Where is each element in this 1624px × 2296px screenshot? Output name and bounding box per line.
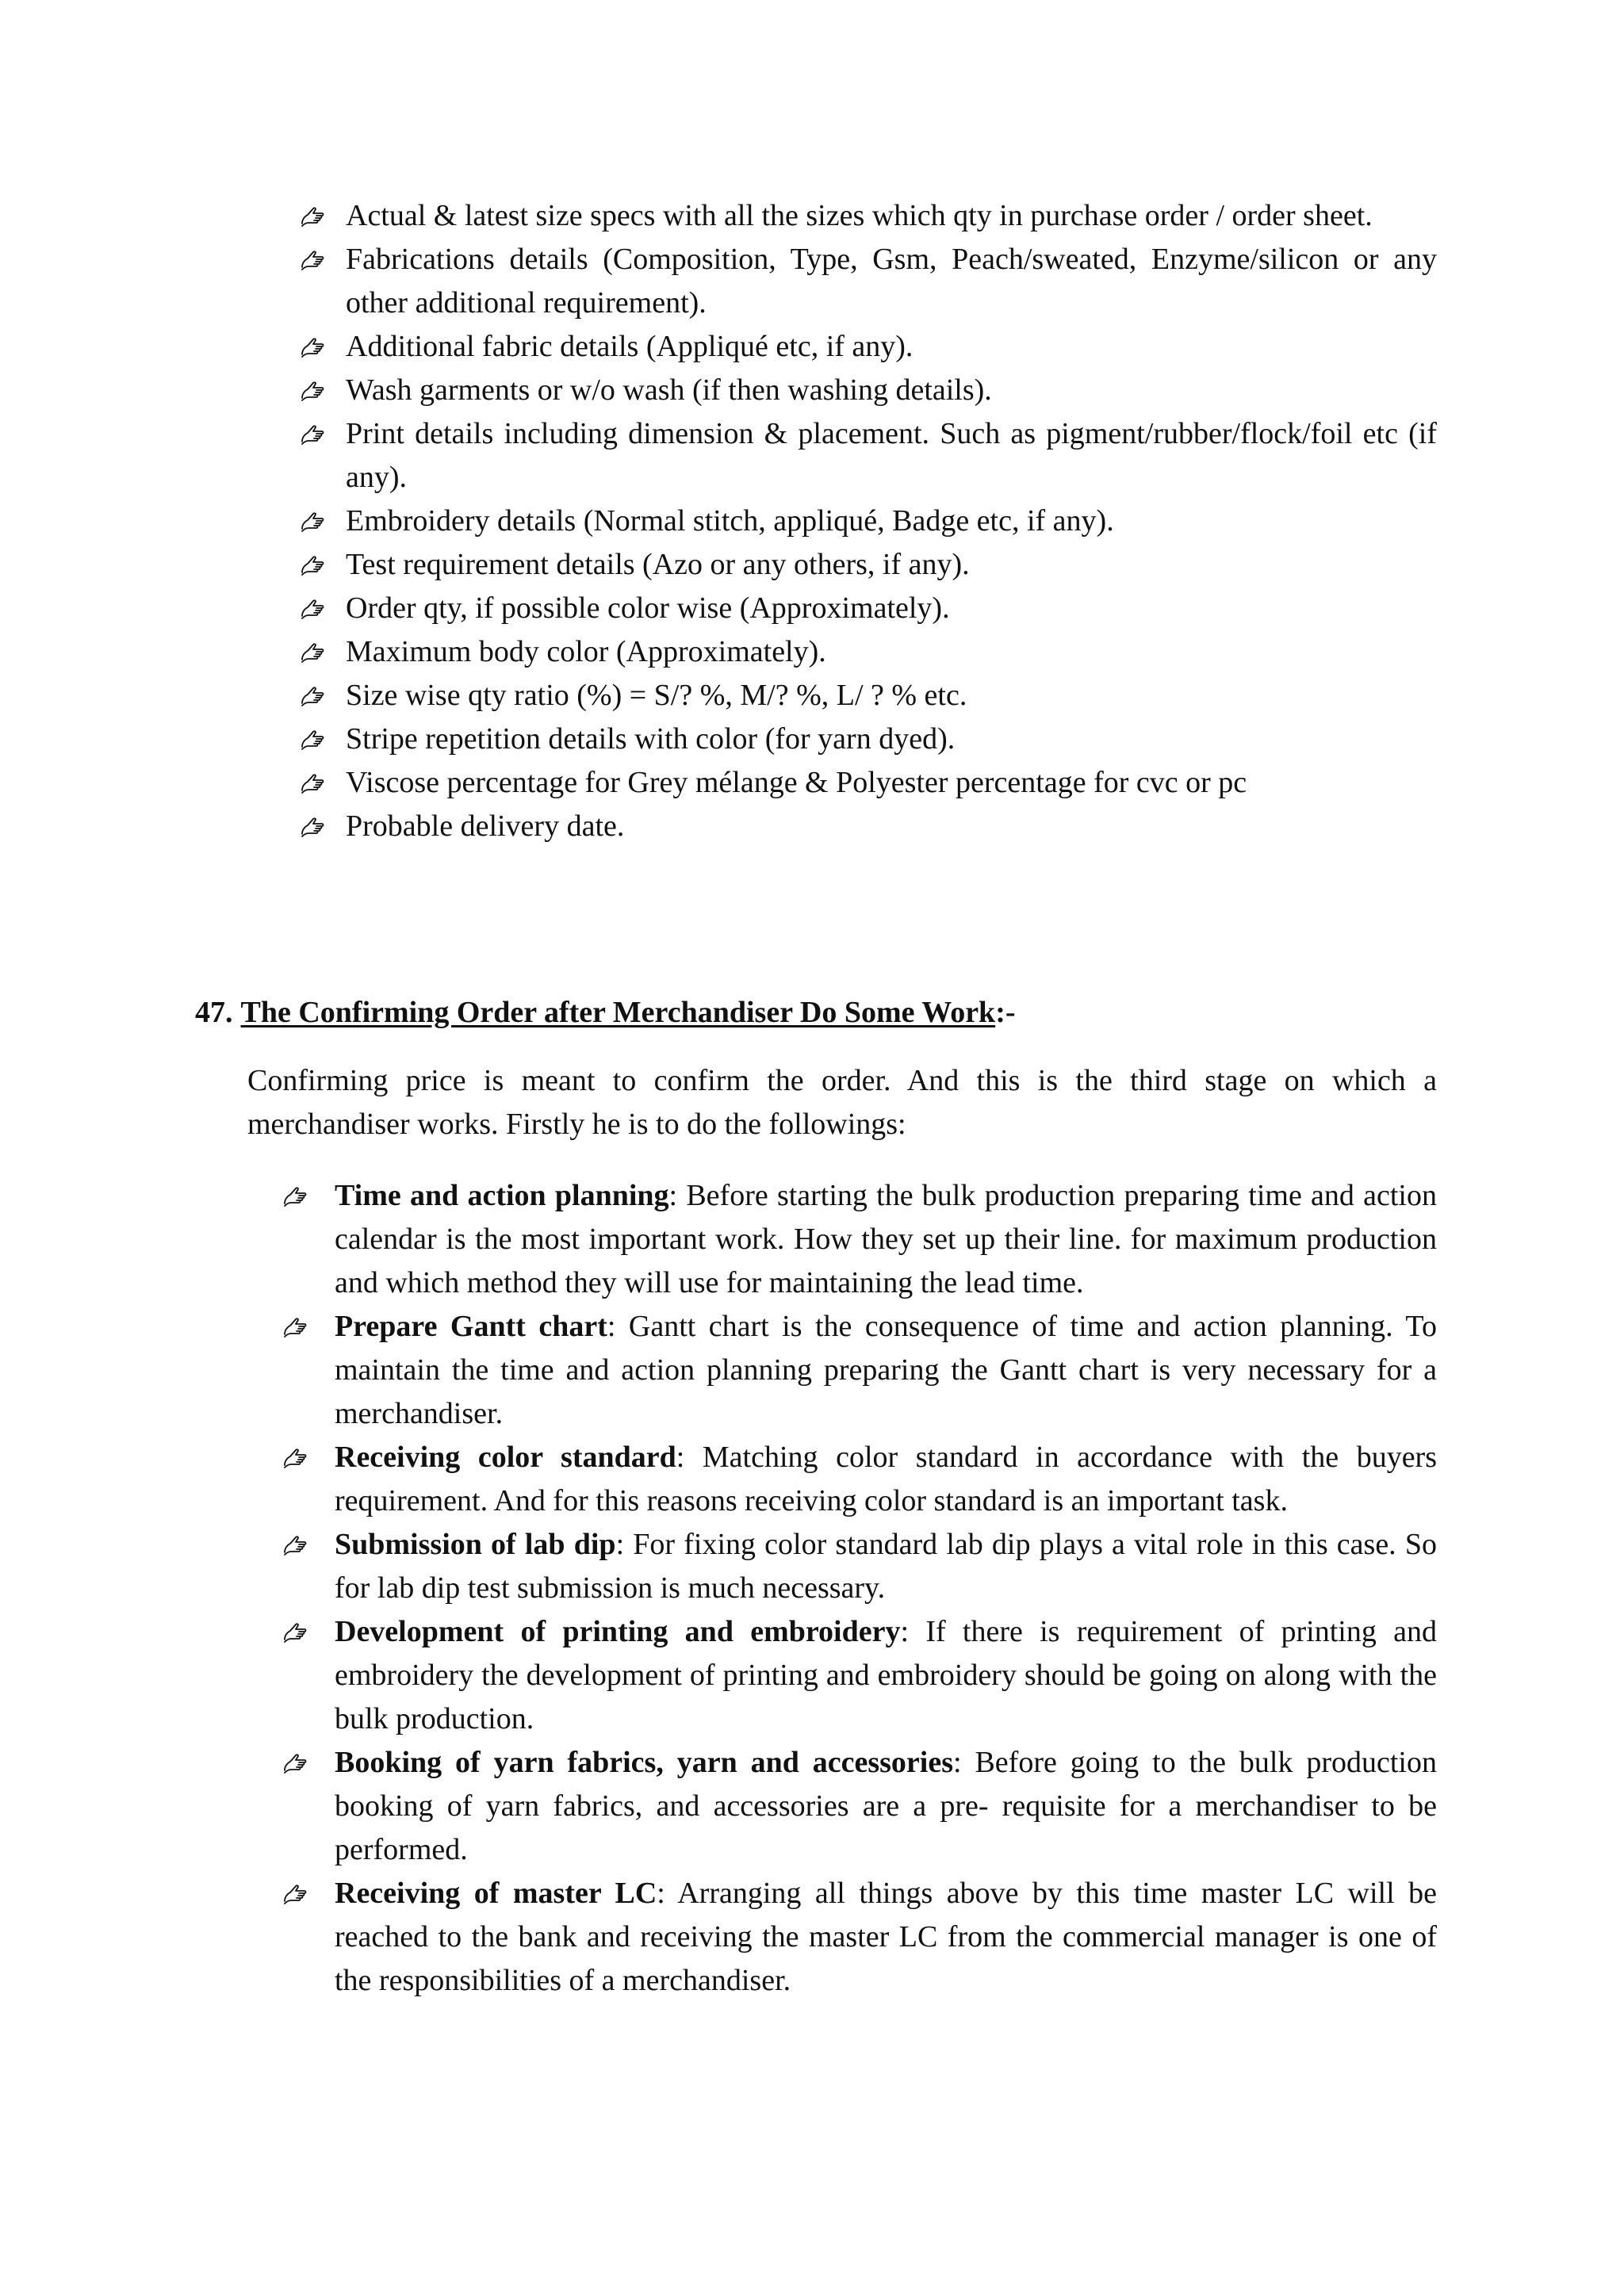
pointing-hand-icon [300, 336, 327, 360]
list-item: Viscose percentage for Grey mélange & Polyester percentage for cvc or pc [300, 761, 1437, 805]
pointing-hand-icon [282, 1883, 309, 1907]
step-text: : Before starting the bulk production preparing time and action calendar is the most important work. How they set up their line. for maximum production and which method they will use for maintaining the lead time. [335, 1179, 1437, 1299]
list-item: Stripe repetition details with color (for yarn dyed). [300, 718, 1437, 761]
step-term: Submission of lab dip [335, 1528, 616, 1561]
step-term: Booking of yarn fabrics, yarn and accessories [335, 1746, 954, 1779]
list-item [282, 1741, 1437, 1872]
section-number: 47. [195, 996, 233, 1029]
section-title: The Confirming Order after Merchandiser Do Some Work [240, 996, 996, 1029]
pointing-hand-icon [300, 423, 327, 447]
list-item: Actual & latest size specs with all the sizes which qty in purchase order / order sheet. [300, 194, 1437, 238]
steps-list [282, 1174, 1437, 2003]
step-text: : Before going to the bulk production booking of yarn fabrics, and accessories are a pre- requisite for a merchandiser to be performed. [335, 1746, 1437, 1866]
list-item: Print details including dimension & placement. Such as pigment/rubber/flock/foil etc (if any). [300, 412, 1437, 499]
section-suffix: :- [995, 996, 1016, 1029]
step-term: Receiving color standard [335, 1441, 676, 1474]
list-item [282, 1610, 1437, 1741]
pointing-hand-icon [300, 816, 327, 840]
pointing-hand-icon [282, 1534, 309, 1558]
intro-paragraph: Confirming price is meant to confirm the order. And this is the third stage on which a merchandiser works. Firstly he is to do the followings: [247, 1064, 1437, 1141]
pointing-hand-icon [300, 205, 327, 229]
pointing-hand-icon [282, 1621, 309, 1645]
pointing-hand-icon [300, 598, 327, 622]
list-item: Embroidery details (Normal stitch, appliqué, Badge etc, if any). [300, 499, 1437, 543]
pointing-hand-icon [300, 641, 327, 665]
pointing-hand-icon [300, 380, 327, 404]
step-text: : Arranging all things above by this time master LC will be reached to the bank and receiving the master LC from the commercial manager is one of the responsibilities of a merchandiser. [335, 1877, 1438, 1997]
list-item: Additional fabric details (Appliqué etc, if any). [300, 325, 1437, 369]
step-term: Time and action planning [335, 1179, 669, 1212]
list-item: Wash garments or w/o wash (if then washing details). [300, 369, 1437, 412]
pointing-hand-icon [300, 554, 327, 578]
list-item: Maximum body color (Approximately). [300, 630, 1437, 674]
pointing-hand-icon [282, 1447, 309, 1471]
list-item: Size wise qty ratio (%) = S/? %, M/? %, L/ ? % etc. [300, 674, 1437, 718]
list-item: Fabrications details (Composition, Type, Gsm, Peach/sweated, Enzyme/silicon or any other additional requirement). [300, 238, 1437, 325]
pointing-hand-icon [300, 511, 327, 534]
pointing-hand-icon [300, 772, 327, 796]
pointing-hand-icon [282, 1185, 309, 1209]
section-heading [195, 991, 1016, 1035]
list-item: Order qty, if possible color wise (Approximately). [300, 587, 1437, 630]
requirements-list [300, 194, 1437, 848]
step-text: : Gantt chart is the consequence of time and action planning. To maintain the time and action planning preparing the Gantt chart is very necessary for a merchandiser. [335, 1310, 1437, 1430]
list-item [282, 1523, 1437, 1610]
step-term: Prepare Gantt chart [335, 1310, 607, 1343]
pointing-hand-icon [300, 249, 327, 273]
pointing-hand-icon [282, 1316, 309, 1340]
step-text: : For fixing color standard lab dip plays a vital role in this case. So for lab dip test submission is much necessary. [335, 1528, 1437, 1605]
step-text: : If there is requirement of printing and embroidery the development of printing and embroidery should be going on along with the bulk production. [335, 1615, 1437, 1735]
list-item [282, 1872, 1437, 2003]
list-item: Probable delivery date. [300, 805, 1437, 848]
pointing-hand-icon [282, 1752, 309, 1776]
list-item: Test requirement details (Azo or any others, if any). [300, 543, 1437, 587]
step-term: Development of printing and embroidery [335, 1615, 901, 1648]
list-item [282, 1436, 1437, 1523]
list-item [282, 1174, 1437, 1305]
pointing-hand-icon [300, 729, 327, 752]
pointing-hand-icon [300, 685, 327, 709]
list-item [282, 1305, 1437, 1436]
step-term: Receiving of master LC [335, 1877, 657, 1910]
step-text: : Matching color standard in accordance with the buyers requirement. And for this reasons receiving color standard is an important task. [335, 1441, 1438, 1517]
